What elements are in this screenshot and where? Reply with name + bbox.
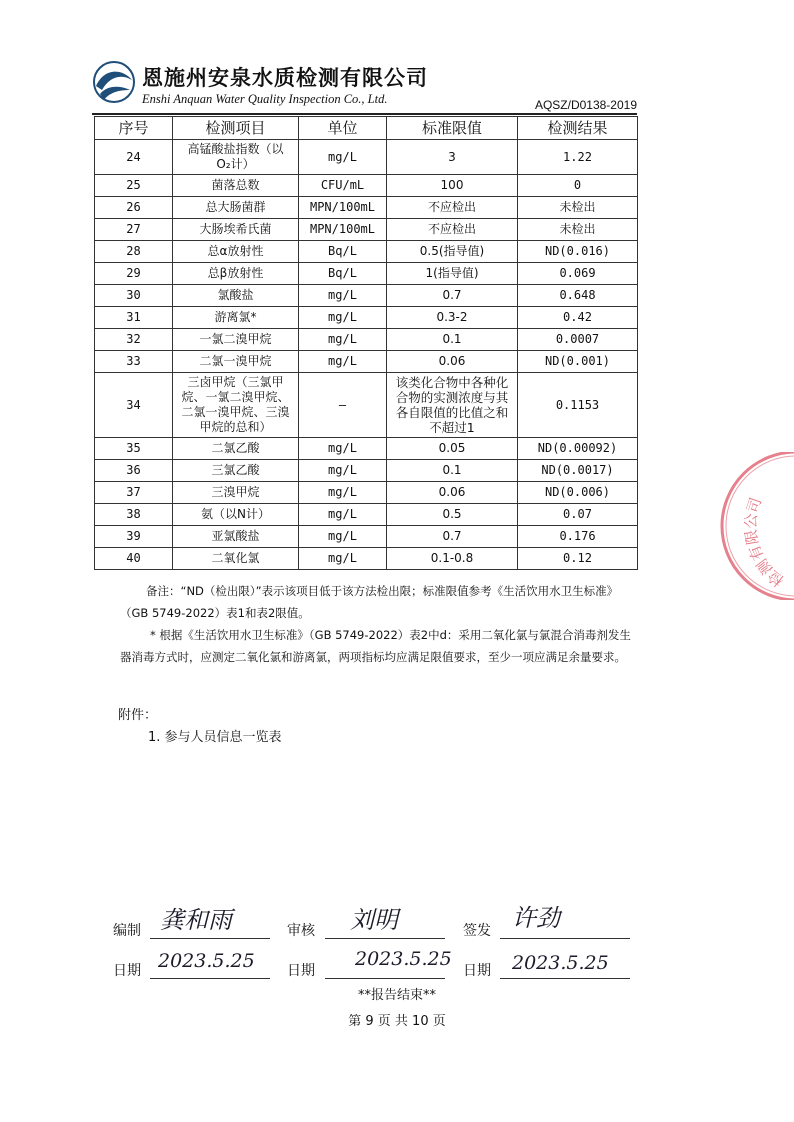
row-item: 总大肠菌群 — [173, 197, 299, 219]
row-item: 三溴甲烷 — [173, 482, 299, 504]
table-row — [95, 307, 638, 329]
table-row — [95, 482, 638, 504]
review-signature: 刘明 — [350, 906, 398, 934]
row-no: 34 — [95, 373, 173, 438]
row-result: ND(0.016) — [518, 241, 638, 263]
row-item: 二氯乙酸 — [173, 438, 299, 460]
row-limit: 3 — [387, 140, 518, 175]
row-item: 游离氯* — [173, 307, 299, 329]
row-result: 1.22 — [518, 140, 638, 175]
table-row — [95, 548, 638, 570]
review-date-line — [325, 978, 445, 979]
row-result: ND(0.00092) — [518, 438, 638, 460]
compiled-date-line — [150, 978, 270, 979]
row-item: 亚氯酸盐 — [173, 526, 299, 548]
table-row — [95, 263, 638, 285]
row-item: 三卤甲烷（三氯甲烷、一氯二溴甲烷、二氯一溴甲烷、三溴甲烷的总和） — [173, 373, 299, 438]
row-unit: mg/L — [299, 329, 387, 351]
table-row — [95, 241, 638, 263]
row-unit: MPN/100mL — [299, 219, 387, 241]
row-limit: 0.1 — [387, 460, 518, 482]
row-unit: Bq/L — [299, 263, 387, 285]
table-row — [95, 329, 638, 351]
row-unit: mg/L — [299, 504, 387, 526]
table-row — [95, 504, 638, 526]
row-no: 33 — [95, 351, 173, 373]
row-no: 30 — [95, 285, 173, 307]
row-no: 27 — [95, 219, 173, 241]
compiled-date: 2023.5.25 — [158, 950, 255, 972]
page-number: 第 9 页 共 10 页 — [348, 1014, 446, 1029]
compiled-signature: 龚和雨 — [160, 906, 232, 934]
row-no: 24 — [95, 140, 173, 175]
row-no: 35 — [95, 438, 173, 460]
company-seal — [708, 452, 794, 600]
row-unit: — — [299, 373, 387, 438]
approve-date-line — [500, 978, 630, 979]
table-row — [95, 526, 638, 548]
row-result: ND(0.006) — [518, 482, 638, 504]
row-unit: mg/L — [299, 438, 387, 460]
row-no: 32 — [95, 329, 173, 351]
company-name-cn: 恩施州安泉水质检测有限公司 — [142, 65, 428, 90]
note-nd: 备注：“ND（检出限）”表示该项目低于该方法检出限；标准限值参考《生活饮用水卫生标准》（GB 5749-2022）表1和表2限值。 — [120, 584, 619, 620]
header-result: 检测结果 — [518, 117, 638, 140]
row-unit: mg/L — [299, 460, 387, 482]
approve-date-label: 日期 — [463, 963, 491, 979]
row-limit: 0.7 — [387, 285, 518, 307]
row-item: 菌落总数 — [173, 175, 299, 197]
header-limit: 标准限值 — [387, 117, 518, 140]
report-header — [92, 58, 637, 118]
row-limit: 该类化合物中各种化合物的实测浓度与其各自限值的比值之和不超过1 — [387, 373, 518, 438]
approve-date: 2023.5.25 — [512, 952, 609, 974]
row-item: 一氯二溴甲烷 — [173, 329, 299, 351]
row-item: 大肠埃希氏菌 — [173, 219, 299, 241]
row-item: 总β放射性 — [173, 263, 299, 285]
row-unit: Bq/L — [299, 241, 387, 263]
row-no: 25 — [95, 175, 173, 197]
attachments-title: 附件： — [118, 708, 158, 723]
approve-sign-line — [500, 938, 630, 939]
table-row — [95, 219, 638, 241]
row-unit: MPN/100mL — [299, 197, 387, 219]
row-limit: 1(指导值) — [387, 263, 518, 285]
svg-text:检测有限公司: 检测有限公司 — [741, 495, 788, 590]
row-result: 0.176 — [518, 526, 638, 548]
document-number: AQSZ/D0138-2019 — [534, 98, 637, 112]
row-item: 总α放射性 — [173, 241, 299, 263]
row-no: 28 — [95, 241, 173, 263]
row-unit: CFU/mL — [299, 175, 387, 197]
row-result: 0.12 — [518, 548, 638, 570]
table-row — [95, 351, 638, 373]
row-unit: mg/L — [299, 351, 387, 373]
table-row — [95, 285, 638, 307]
row-limit: 100 — [387, 175, 518, 197]
row-limit: 不应检出 — [387, 197, 518, 219]
review-sign-line — [325, 938, 445, 939]
row-unit: mg/L — [299, 526, 387, 548]
row-result: ND(0.001) — [518, 351, 638, 373]
approve-label: 签发 — [463, 923, 491, 939]
table-row — [95, 460, 638, 482]
row-limit: 0.5 — [387, 504, 518, 526]
row-no: 39 — [95, 526, 173, 548]
row-item: 三氯乙酸 — [173, 460, 299, 482]
row-no: 40 — [95, 548, 173, 570]
approve-signature: 许劲 — [512, 904, 560, 932]
row-result: 0.648 — [518, 285, 638, 307]
results-table — [94, 116, 638, 570]
review-label: 审核 — [287, 923, 315, 939]
row-no: 31 — [95, 307, 173, 329]
attachment-item: 1. 参与人员信息一览表 — [148, 730, 282, 745]
table-row — [95, 197, 638, 219]
row-unit: mg/L — [299, 307, 387, 329]
row-item: 二氧化氯 — [173, 548, 299, 570]
row-result: ND(0.0017) — [518, 460, 638, 482]
header-divider — [92, 113, 637, 115]
row-no: 37 — [95, 482, 173, 504]
row-unit: mg/L — [299, 140, 387, 175]
header-item: 检测项目 — [173, 117, 299, 140]
compiled-sign-line — [150, 938, 270, 939]
table-row — [95, 438, 638, 460]
report-end-text: **报告结束** — [357, 988, 436, 1003]
review-date: 2023.5.25 — [355, 948, 452, 970]
table-row — [95, 140, 638, 175]
row-item: 氯酸盐 — [173, 285, 299, 307]
row-item: 高锰酸盐指数（以O₂计） — [173, 140, 299, 175]
row-result: 未检出 — [518, 219, 638, 241]
row-limit: 0.1 — [387, 329, 518, 351]
company-logo — [92, 60, 136, 104]
row-limit: 0.06 — [387, 482, 518, 504]
note-chlorine: * 根据《生活饮用水卫生标准》（GB 5749-2022）表2中d：采用二氧化氯与氯混合消毒剂发生器消毒方式时，应测定二氧化氯和游离氯，两项指标均应满足限值要求，至少一项应满足余量要求。 — [120, 628, 631, 664]
row-result: 未检出 — [518, 197, 638, 219]
row-limit: 0.05 — [387, 438, 518, 460]
row-no: 36 — [95, 460, 173, 482]
compiled-date-label: 日期 — [113, 963, 141, 979]
row-limit: 不应检出 — [387, 219, 518, 241]
row-unit: mg/L — [299, 482, 387, 504]
table-header-row — [95, 117, 638, 140]
header-no: 序号 — [95, 117, 173, 140]
row-no: 38 — [95, 504, 173, 526]
row-result: 0.1153 — [518, 373, 638, 438]
row-no: 26 — [95, 197, 173, 219]
table-body — [95, 140, 638, 570]
row-limit: 0.5(指导值) — [387, 241, 518, 263]
table-row — [95, 175, 638, 197]
compiled-label: 编制 — [113, 923, 141, 939]
row-unit: mg/L — [299, 548, 387, 570]
company-name-en: Enshi Anquan Water Quality Inspection Co., Ltd. — [142, 92, 388, 106]
row-limit: 0.7 — [387, 526, 518, 548]
row-result: 0.0007 — [518, 329, 638, 351]
review-date-label: 日期 — [287, 963, 315, 979]
row-result: 0.069 — [518, 263, 638, 285]
row-result: 0.07 — [518, 504, 638, 526]
row-item: 二氯一溴甲烷 — [173, 351, 299, 373]
row-unit: mg/L — [299, 285, 387, 307]
row-result: 0 — [518, 175, 638, 197]
row-limit: 0.1-0.8 — [387, 548, 518, 570]
row-result: 0.42 — [518, 307, 638, 329]
row-limit: 0.3-2 — [387, 307, 518, 329]
table-row — [95, 373, 638, 438]
row-no: 29 — [95, 263, 173, 285]
row-limit: 0.06 — [387, 351, 518, 373]
header-unit: 单位 — [299, 117, 387, 140]
row-item: 氨（以N计） — [173, 504, 299, 526]
